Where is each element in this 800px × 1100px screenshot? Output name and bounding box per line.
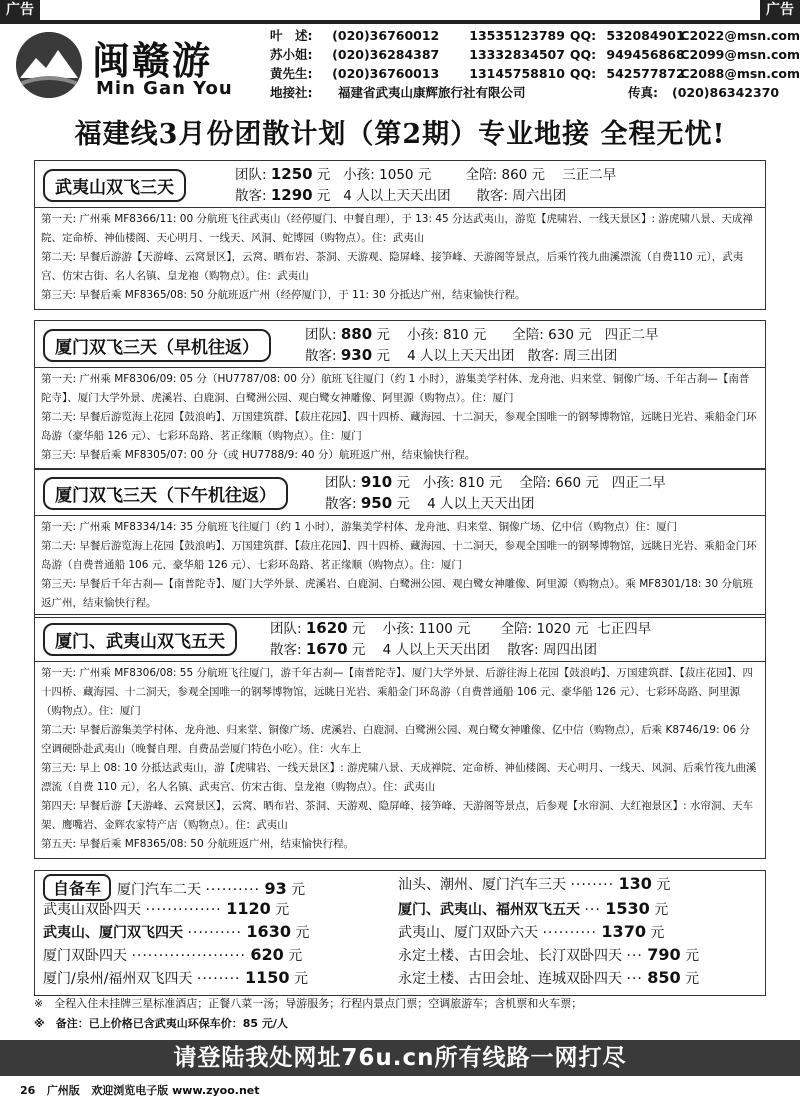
price-row: 厦门双卧四天 ····················· 620 元 永定土楼、古田会址、长汀双卧四天 ··· 790 元 — [43, 945, 700, 964]
logo-chinese: 闽赣游 — [92, 39, 213, 83]
contact-email: C2099@msn.com — [680, 47, 800, 62]
route-price: 1630 — [246, 922, 291, 941]
price-block: 团队: 910 元 小孩: 810 元 全陪: 660 元 四正二早 散客: 950 元 4 人以上天天出团 — [325, 473, 666, 512]
route-name: 厦门双卧四天 — [43, 948, 127, 964]
contact-tel: (020)36284387 — [332, 47, 440, 62]
page-number: 26 — [20, 1084, 36, 1097]
mountain-logo-icon — [16, 32, 82, 98]
itinerary-day: 第三天: 早餐后乘 MF8305/07: 00 分（或 HU7788/9: 40 分）航班返广州，结束愉快行程。 — [41, 449, 476, 461]
contact-mobile: 13535123789 — [469, 28, 565, 43]
contact-mobile: 13145758810 — [469, 66, 565, 81]
fax: (020)86342370 — [672, 85, 780, 100]
price-block: 团队: 1620 元 小孩: 1100 元 全陪: 1020 元 七正四早 散客: 1670 元 4 人以上天天出团 散客: 周四出团 — [270, 619, 652, 658]
contact-tel: (020)36760013 — [332, 66, 440, 81]
itinerary-day: 第二天: 早餐后游览海上花园【鼓浪屿】、万国建筑群、【菽庄花园】、四十四桥、藏海园、十二洞天，参观全国唯一的钢琴博物馆，远眺日光岩、乘船金门环岛游（自费普通船 106 元、豪华船 126 元）、七彩环岛路、茗正缘顺（购物点）。住：厦门 — [41, 540, 757, 571]
self-drive-tag: 自备车 — [43, 874, 111, 901]
route-name: 厦门汽车二天 — [117, 882, 202, 898]
contact-qq: 542577872 — [606, 66, 685, 81]
logo-english: Min Gan You — [96, 78, 233, 99]
tour-section — [34, 614, 766, 859]
fax-label: 传真: — [628, 85, 658, 100]
page-footer — [20, 1082, 260, 1098]
section-title: 厦门双飞三天（早机往返） — [43, 329, 271, 362]
route-price: 1530 — [605, 899, 650, 918]
itinerary — [35, 662, 765, 858]
itinerary-day: 第一天: 广州乘 MF8306/08: 55 分航班飞往厦门，游千年古刹—【南普陀寺】、厦门大学外景、后游往海上花园【鼓浪屿】、万国建筑群、【菽庄花园】、四十四桥、藏海园、十二洞天，参观全国唯一的钢琴博物馆，远眺日光岩、乘船金门环岛游（自费普通船 106 元、豪华船 126 元）、七彩环岛路、阿里源（购物点）。住：厦门 — [41, 667, 754, 717]
address-label: 地接社: — [270, 85, 313, 100]
itinerary-day: 第二天: 早餐后游览海上花园【鼓浪屿】、万国建筑群、【菽庄花园】、四十四桥、藏海园、十二洞天，参观全国唯一的钢琴博物馆，远眺日光岩、乘船金门环岛游（豪华船 126 元）、七彩环岛路、茗正缘顺（购物点）。住：厦门 — [41, 411, 757, 442]
tour-section — [34, 160, 766, 310]
itinerary-day: 第一天: 广州乘 MF8306/09: 05 分（HU7787/08: 00 分）航班飞往厦门（约 1 小时），游集美学村体、龙舟池、归来堂、铜像广场、千年古刹—【南普陀寺】、厦门大学外景、虎溪岩、白鹿洞、白鹭洲公园、观白鹭女神雕像、阿里源（购物点）。住：厦门 — [41, 373, 750, 404]
footer-website[interactable]: 欢迎浏览电子版 www.zyoo.net — [91, 1084, 260, 1097]
tour-section — [34, 468, 766, 618]
price-block: 团队: 1250 元 小孩: 1050 元 全陪: 860 元 三正二早 散客: 1290 元 4 人以上天天出团 散客: 周六出团 — [235, 165, 617, 204]
website-banner[interactable]: 请登陆我处网址76u.cn所有线路一网打尽 — [0, 1040, 800, 1076]
top-divider — [0, 20, 800, 24]
route-name: 汕头、潮州、厦门汽车三天 — [398, 877, 566, 893]
contact-row — [270, 45, 800, 64]
route-price: 93 — [264, 879, 287, 898]
route-name: 永定土楼、古田会址、连城双卧四天 — [398, 971, 622, 987]
section-title: 厦门双飞三天（下午机往返） — [43, 477, 288, 510]
contact-qq-label: QQ: — [569, 66, 597, 81]
itinerary-day: 第五天: 早餐后乘 MF8365/08: 50 分航班返广州，结束愉快行程。 — [41, 838, 355, 850]
contact-name: 苏小姐: — [270, 47, 313, 62]
route-price: 790 — [647, 945, 681, 964]
logo — [16, 28, 268, 104]
route-name: 厦门/泉州/福州双飞四天 — [43, 971, 193, 987]
contact-email: C2088@msn.com — [680, 66, 800, 81]
contact-row — [270, 64, 800, 83]
contact-row — [270, 26, 800, 45]
itinerary-day: 第三天: 早餐后千年古刹—【南普陀寺】、厦门大学外景、虎溪岩、白鹿洞、白鹭洲公园、观白鹭女神雕像、阿里源（购物点）。乘 MF8301/18: 30 分航班返广州，结束愉快行程。 — [41, 578, 754, 609]
itinerary-day: 第三天: 早餐后乘 MF8365/08: 50 分航班返广州（经停厦门），于 11: 30 分抵达广州，结束愉快行程。 — [41, 289, 526, 301]
price-row: 厦门/泉州/福州双飞四天 ········ 1150 元 永定土楼、古田会址、连城双卧四天 ··· 850 元 — [43, 968, 700, 987]
section-title: 厦门、武夷山双飞五天 — [43, 623, 237, 656]
itinerary — [35, 516, 765, 617]
contact-qq-label: QQ: — [569, 28, 597, 43]
route-name: 永定土楼、古田会址、长汀双卧四天 — [398, 948, 622, 964]
contact-mobile: 13332834507 — [469, 47, 565, 62]
itinerary — [35, 208, 765, 309]
itinerary — [35, 368, 765, 469]
price-row: 武夷山、厦门双飞四天 ·········· 1630 元 武夷山、厦门双卧六天 ·········· 1370 元 — [43, 922, 665, 941]
edition-label: 广州版 — [46, 1084, 80, 1097]
price-block: 团队: 880 元 小孩: 810 元 全陪: 630 元 四正二早 散客: 930 元 4 人以上天天出团 散客: 周三出团 — [305, 325, 659, 364]
route-price: 130 — [618, 874, 652, 893]
route-name: 武夷山双卧四天 — [43, 902, 141, 918]
route-name: 厦门、武夷山、福州双飞五天 — [398, 902, 580, 918]
itinerary-day: 第四天: 早餐后游【天游峰、云窝景区】，云窝、晒布岩、茶洞、天游观、隐屏峰、接笋峰、天游阁等景点，后参观【水帘洞、大红袍景区】: 水帘洞、天车架、鹰嘴岩、金辉农家特产店（购物点）。住：武夷山 — [41, 800, 753, 831]
contact-name: 黄先生: — [270, 66, 313, 81]
route-price: 1150 — [244, 968, 290, 987]
notes — [34, 994, 766, 1034]
itinerary-day: 第一天: 广州乘 MF8334/14: 35 分航班飞往厦门（约 1 小时），游集美学村体、龙舟池、归来堂、铜像广场、亿中信（购物点）住：厦门 — [41, 521, 678, 533]
page-title: 福建线3月份团散计划（第2期）专业地接 全程无忧! — [74, 119, 726, 150]
section-title: 武夷山双飞三天 — [43, 169, 186, 202]
route-price: 850 — [647, 968, 681, 987]
route-price: 1120 — [226, 899, 271, 918]
section-header — [35, 161, 765, 208]
section-header — [35, 469, 765, 516]
contact-email: C2022@msn.com — [680, 28, 800, 43]
contact-qq: 949456868 — [606, 47, 685, 62]
note-line: ※ 全程入住未挂牌三星标准酒店；正餐八菜一汤；导游服务；行程内景点门票；空调旅游车；含机票和火车票； — [34, 997, 583, 1010]
address-row — [270, 83, 800, 102]
ad-label-right: 广告 — [760, 0, 800, 20]
section-header — [35, 321, 765, 368]
contact-qq: 532084901 — [606, 28, 685, 43]
note-line: ※ 备注：已上价格已含武夷山环保车价：85 元/人 — [34, 1017, 288, 1030]
route-name: 武夷山、厦门双飞四天 — [43, 925, 183, 941]
contact-qq-label: QQ: — [569, 47, 597, 62]
route-name: 武夷山、厦门双卧六天 — [398, 925, 538, 941]
contact-tel: (020)36760012 — [332, 28, 440, 43]
price-row: 自备车 厦门汽车二天 ·········· 93 元 汕头、潮州、厦门汽车三天 ········ 130 元 — [43, 874, 757, 896]
itinerary-day: 第三天: 早上 08: 10 分抵达武夷山，游【虎啸岩、一线天景区】: 游虎啸八景、天成禅院、定命桥、神仙楼阁、天心明月、一线天、风洞、后乘竹筏九曲溪漂流（自费 110 元），名人名镇、武夷宫、仿宋古街、皇龙袍（购物点）。住：武夷山 — [41, 762, 757, 793]
ad-label-left: 广告 — [0, 0, 40, 20]
itinerary-day: 第一天: 广州乘 MF8366/11: 00 分航班飞往武夷山（经停厦门、中餐自理），于 13: 45 分达武夷山，游览【虎啸岩、一线天景区】: 游虎啸八景、天成禅院、定命桥、神仙楼阁、天心明月、一线天、风洞、蛇博园（购物点）。住：武夷山 — [41, 213, 753, 244]
section-header — [35, 615, 765, 662]
itinerary-day: 第二天: 早餐后游游【天游峰、云窝景区】，云窝、晒布岩、茶洞、天游观、隐屏峰、接笋峰、天游阁等景点，后乘竹筏九曲溪漂流（自费110 元），武夷宫、仿宋古街、名人名镇、皇龙袍（购物点）。住：武夷山 — [41, 251, 744, 282]
price-row: 武夷山双卧四天 ·············· 1120 元 厦门、武夷山、福州双飞五天 ··· 1530 元 — [43, 899, 669, 918]
tour-section — [34, 320, 766, 470]
contact-name: 叶 述: — [270, 28, 313, 43]
route-price-list — [34, 870, 766, 996]
contact-list — [270, 26, 800, 102]
route-price: 620 — [250, 945, 284, 964]
route-price: 1370 — [601, 922, 646, 941]
header — [8, 26, 800, 110]
address: 福建省武夷山康辉旅行社有限公司 — [338, 85, 526, 100]
itinerary-day: 第二天: 早餐后游集美学村体、龙舟池、归来堂、铜像广场、虎溪岩、白鹿洞、白鹭洲公园、观白鹭女神雕像、亿中信（购物点），后乘 K8746/19: 06 分空调硬卧赴武夷山（晚餐自理、自费品尝厦门特色小吃）。住：火车上 — [41, 724, 751, 755]
